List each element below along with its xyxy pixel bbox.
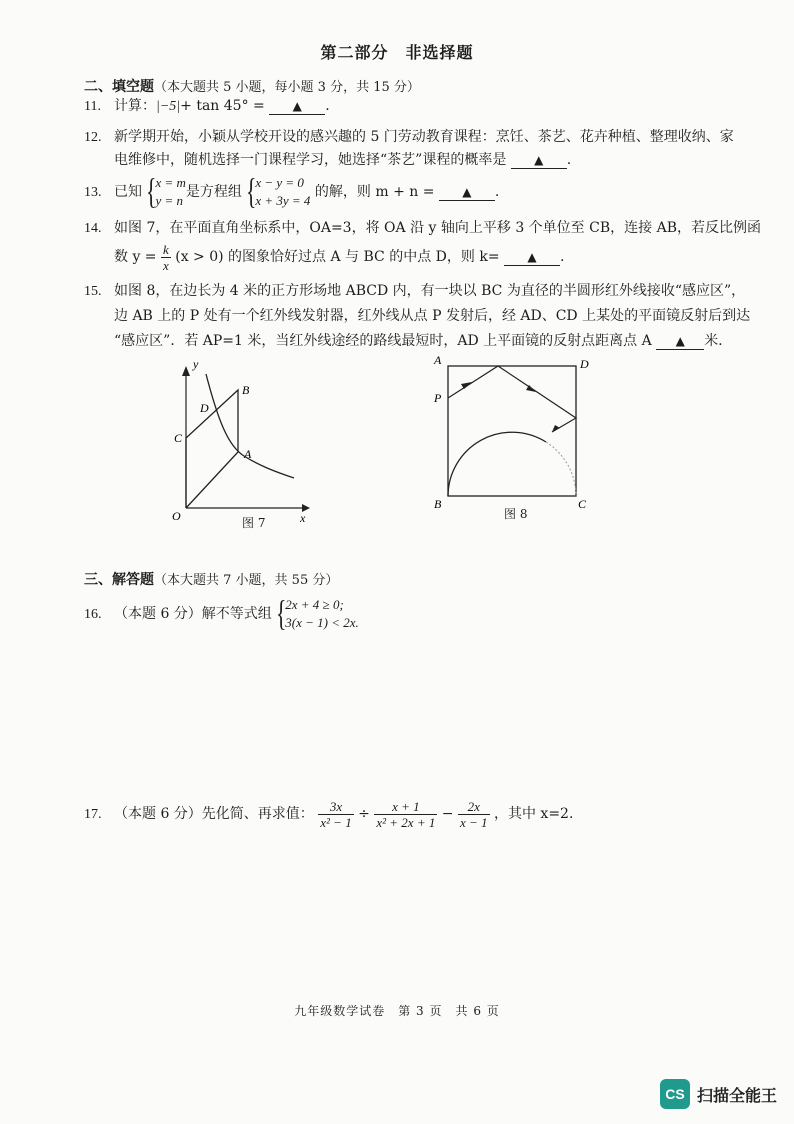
q17-text: （本题 6 分）先化简、再求值： [114, 806, 314, 822]
question-number: 15. [84, 284, 102, 299]
label-C: C [174, 431, 183, 445]
label-y: y [193, 360, 199, 371]
equation-system: { x = m y = n [146, 171, 186, 211]
page-footer: 九年级数学试卷 第 3 页 共 6 页 [294, 1004, 500, 1018]
question-number: 12. [84, 130, 102, 145]
question-15-line3 [114, 331, 723, 351]
fraction: $\frac{2x}{x - 1}$ [459, 798, 488, 830]
answer-blank[interactable] [504, 249, 560, 266]
answer-mark: ▲ [534, 153, 544, 167]
question-number: 17. [84, 807, 102, 822]
answer-mark: ▲ [462, 185, 472, 199]
question-13 [84, 171, 500, 211]
label-P: P [434, 391, 442, 405]
q15-line1: 如图 8，在边长为 4 米的正方形场地 ABCD 内，有一块以 BC 为直径的半圆形红外线接收“感应区”， [114, 283, 746, 299]
question-16 [84, 594, 359, 635]
semicircle-dashed [546, 442, 576, 496]
q13-mid: 是方程组 [185, 184, 242, 200]
q14-line2b: (x > 0) 的图象恰好过点 A 与 BC 的中点 D，则 k= [175, 249, 500, 265]
q15-end: 米. [704, 333, 723, 349]
path-arrow [552, 425, 560, 432]
hyperbola-curve [206, 374, 294, 478]
section-3-heading: 三、解答题 [84, 572, 154, 588]
fraction: $\frac{x + 1}{\text{x² + 2x + 1}}$ [376, 798, 436, 830]
q11-end: . [325, 98, 330, 114]
question-12-line2 [114, 150, 571, 170]
figure-8 [428, 352, 596, 512]
label-O: O [172, 509, 181, 523]
label-B: B [434, 497, 442, 511]
label-C: C [578, 497, 587, 511]
q14-line2a: 数 y = [114, 249, 157, 265]
equation-system: { x − y = 0 x + 3y = 4 [246, 171, 311, 211]
question-15 [84, 281, 745, 302]
answer-blank[interactable] [269, 98, 325, 115]
q14-line1: 如图 7，在平面直角坐标系中，OA=3，将 OA 沿 y 轴向上平移 3 个单位至 CB，连接 AB，若反比例函 [114, 220, 761, 236]
answer-mark: ▲ [292, 99, 302, 113]
q16-text: （本题 6 分）解不等式组 [114, 606, 272, 622]
camscanner-watermark-text: 扫描全能王 [697, 1086, 778, 1105]
fraction: $\frac{3x}{\text{x² − 1}}$ [320, 798, 352, 830]
figure-7 [160, 360, 320, 530]
answer-blank[interactable] [511, 152, 567, 169]
semicircle-sensor-area [448, 432, 546, 496]
question-14-line2 [114, 240, 564, 274]
label-A: A [244, 447, 252, 461]
question-number: 14. [84, 221, 102, 236]
q12-line1: 新学期开始，小颖从学校开设的感兴趣的 5 门劳动教育课程：烹饪、茶艺、花卉种植、整理收纳、家 [114, 129, 734, 145]
section-2-heading: 二、填空题 [84, 79, 154, 95]
q13-end: . [494, 184, 500, 200]
q15-line3: “感应区”．若 AP=1 米，当红外线途经的路线最短时，AD 上平面镜的反射点距离点 A [114, 333, 652, 349]
label-D: D [580, 357, 589, 371]
label-A: A [434, 353, 442, 367]
figure-8-caption: 图 8 [504, 507, 528, 521]
section-fill-in-title [84, 76, 420, 96]
figure-7-caption: 图 7 [242, 516, 266, 530]
answer-mark: ▲ [527, 250, 537, 264]
question-12 [84, 127, 734, 148]
q11-abs: |−5| [156, 99, 181, 114]
camscanner-logo-icon: CS [660, 1079, 690, 1109]
q12-line2: 电维修中，随机选择一门课程学习，她选择“茶艺”课程的概率是 [114, 152, 507, 168]
q11-rest: + tan 45° = [180, 98, 265, 114]
section-3-note: （本大题共 7 小题，共 55 分） [154, 573, 339, 588]
y-axis-arrow [182, 366, 190, 376]
inequality-system: { 2x + 4 ≥ 0; 3(x − 1) < 2x. [276, 593, 359, 633]
operator-minus: − [441, 806, 454, 822]
question-number: 11. [84, 99, 101, 114]
label-D: D [200, 401, 209, 415]
label-B: B [242, 383, 250, 397]
q14-end: . [560, 249, 565, 265]
question-17 [84, 794, 573, 835]
question-11 [84, 96, 330, 117]
q12-end: . [566, 152, 572, 168]
section-2-note: （本大题共 5 小题，每小题 3 分，共 15 分） [154, 80, 420, 95]
part-title: 第二部分 非选择题 [320, 43, 474, 62]
answer-mark: ▲ [675, 334, 685, 348]
label-x: x [300, 511, 306, 525]
answer-blank[interactable] [656, 333, 704, 350]
question-15-line2 [114, 306, 750, 326]
answer-blank[interactable] [439, 184, 495, 201]
q13-suffix: 的解，则 m + n = [314, 184, 435, 200]
parallelogram-OABC [186, 390, 238, 508]
fraction: $\frac{k}{x}$ [163, 241, 169, 273]
infrared-path [448, 366, 576, 432]
operator-divide: ÷ [358, 806, 370, 822]
question-number: 16. [84, 607, 102, 622]
q13-prefix: 已知 [114, 184, 142, 200]
q15-line2: 边 AB 上的 P 处有一个红外线发射器，红外线从点 P 发射后，经 AD、CD 上某处的平面镜反射后到达 [114, 308, 751, 324]
question-14 [84, 218, 761, 239]
question-number: 13. [84, 185, 102, 200]
section-solve-title [84, 569, 338, 589]
q17-suffix: ，其中 x=2. [493, 806, 574, 822]
q11-prefix: 计算： [114, 98, 156, 114]
